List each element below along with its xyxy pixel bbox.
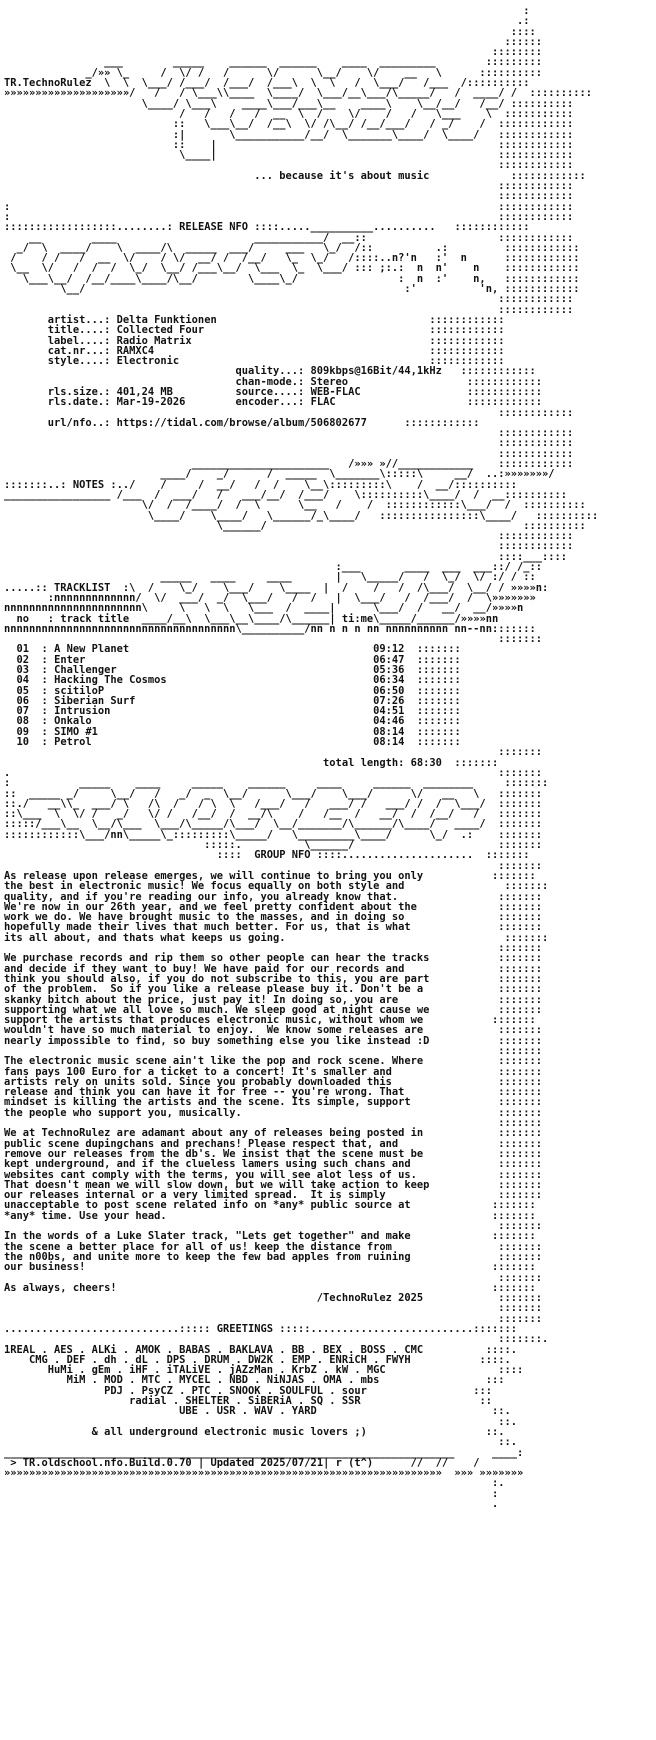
greetings-line-7: UBE . USR . WAV . YARD [179, 1405, 317, 1418]
track-time: 04:46 [373, 715, 405, 728]
track-title: Hacking The Cosmos [54, 674, 167, 687]
track-title: Petrol [54, 736, 92, 749]
group-p4-l9: *any* time. Use your head. [4, 1209, 167, 1222]
greetings-line-5: PDJ . PsyCZ . PTC . SNOOK . SOULFUL . sour [104, 1384, 367, 1397]
track-title: scitiloP [54, 684, 105, 697]
group-p3-l3: artists rely on units sold. Since you probably downloaded this [4, 1075, 392, 1088]
group-p1-l2: the best in electronic music! We focus equally on both style and [4, 880, 405, 893]
greetings-line-2: CMG . DEF . dh . dL . DPS . DRUM . DW2K . EMP . ENRiCH . FWYH [29, 1353, 411, 1366]
track-time: 07:26 [373, 694, 405, 707]
track-time: 04:51 [373, 705, 405, 718]
track-title: Siberian Surf [54, 694, 136, 707]
group-p1-l6: hopefully made their lives that much better. For us, that is what [4, 921, 411, 934]
rlssize-value: 401,24 MB [116, 385, 173, 398]
track-time: 06:34 [373, 674, 405, 687]
group-section-title: GROUP NFO [254, 849, 311, 862]
col-title-header: track title [60, 612, 130, 625]
group-p5-l3: the n00bs, and unite more to keep the few bad apples from ruining [4, 1250, 411, 1263]
group-p5-l1: In the words of a Luke Slater track, "Lets get together" and make [4, 1230, 411, 1243]
group-p2-l2: and decide if they want to buy! We have paid for our records and [4, 962, 405, 975]
group-p1-l1: As release upon release emerges, we will continue to bring you only [4, 869, 424, 882]
track-no: 08 [16, 715, 30, 728]
group-p2-l7: support the artists that produces electronic music, without whom we [4, 1014, 424, 1027]
track-title: SIMO #1 [54, 725, 98, 738]
group-p4-l7: our releases internal or a very limited spread. It is simply [4, 1189, 386, 1202]
col-no-header: no [16, 612, 30, 625]
quality-value: 809kbps@16Bit/44,1kHz [310, 365, 442, 378]
catnr-value: RAMXC4 [116, 344, 155, 357]
greetings-line-1: 1REAL . AES . ALKi . AMOK . BABAS . BAKLAVA . BB . BEX . BOSS . CMC [4, 1343, 424, 1356]
notes-section-title: NOTES [72, 478, 105, 491]
group-p1-l4: We're now in our 26th year, and we feel pretty confident about the [4, 900, 417, 913]
total-length: total length: 68:30 [323, 756, 442, 769]
track-no: 01 [16, 643, 30, 656]
track-time: 08:14 [373, 725, 405, 738]
tagline: ... because it's about music [254, 169, 430, 182]
group-p4-l8: unacceptable to post scene related info on *any* public source at [4, 1199, 411, 1212]
signoff-2: /TechnoRulez 2025 [316, 1292, 424, 1305]
group-p3-l4: release and think you can have it for free -- you're wrong. That [4, 1086, 405, 1099]
encoder-value: FLAC [310, 396, 336, 409]
group-p2-l8: wouldn't have so much material to enjoy. We know some releases are [4, 1024, 424, 1037]
group-p2-l4: of the problem. So if you like a release please buy it. Don't be a [4, 983, 424, 996]
title-value: Collected Four [116, 324, 205, 337]
track-no: 09 [16, 725, 30, 738]
track-title: Intrusion [54, 705, 111, 718]
group-p4-l3: remove our releases from the db's. We insist that the scene must be [4, 1147, 424, 1160]
group-p5-l4: our business! [4, 1261, 86, 1274]
group-p2-l9: nearly impossible to find, so buy something else you like instead :D [4, 1034, 430, 1047]
greetings-line-4: MiM . MOD . MTC . MYCEL . NBD . NiNJAS . OMA . mbs [66, 1374, 380, 1387]
group-p5-l2: the scene a better place for all of us! keep the distance from [4, 1240, 392, 1253]
track-time: 06:47 [373, 653, 405, 666]
group-p3-l5: mindset is killing the artists and the scene. Its simple, support [4, 1096, 411, 1109]
track-time: 06:50 [373, 684, 405, 697]
greetings-closing: & all underground electronic music lovers ;) [91, 1425, 367, 1438]
group-p4-l5: websites cant comply with the terms, you will see alot less of us. [4, 1168, 417, 1181]
signoff-1: As always, cheers! [4, 1281, 117, 1294]
group-p2-l1: We purchase records and rip them so other people can hear the tracks [4, 952, 430, 965]
group-p3-l6: the people who support you, musically. [4, 1106, 242, 1119]
track-time: 05:36 [373, 664, 405, 676]
group-p2-l3: think you should also, if you do not subscribe to this, you are part [4, 972, 430, 985]
track-title: Onkalo [54, 715, 92, 728]
track-title: Challenger [54, 664, 117, 676]
release-url: https://tidal.com/browse/album/506802677 [116, 416, 367, 429]
chanmode-value: Stereo [310, 375, 349, 388]
label-value: Radio Matrix [116, 334, 192, 347]
track-no: 04 [16, 674, 30, 687]
artist-value: Delta Funktionen [116, 313, 217, 326]
greetings-line-3: HuMi . gEm . iHF . iTALiVE . jAZzMan . KrbZ . kW . MGC [47, 1364, 386, 1377]
nfo-text: : .: :::: :::::: :::::::: ___ _____ ______ ______ ____ _________ ::::::::: _/»» \_ / \/ / / \/ \__/ \/ __ \ :::::::::: TR.TechnoRulez \ \ \___/ /___/ /___/ /___\ \ \ / \___/ /___ /:::::::::: »»»»»»»»»»»»»»»»»»»»/ / / \___\\____ \____/ \___/__\___/\_____/ / ____/ / :::::::::: \____/ \___\ ____\___/___\__ ____\ \__/__/ /__/ :::::::::: / / / / __ \ / \/ / / \___ \ ::::::::::: :: \___\__/ /__\ \/ /\__/ /__/___/ / _/ / :::::::::::: :| \___________/__/ \_______\____/ \____/ :::::::::::: :: | :::::::::::: \____| :::::::::::: :::::::::::: ... because it's about music :::::::::::: :::::::::::: :::::::::::: : :::::::::::: : :::::::::::: ::::::::::::::::::........: RELEASE NFO ::::.....__________.......... :::::::::::: __ ____ ___________/ __:: :::::::::::: _/ \ ____/ \ ____/\ _____ ___/ ___ \_/ /:: .: :::::::::::: / / / / __ \/ / \/ __/ / /__/ \_ \_/ /::::..n?'n :' n :::::::::::: \__ \/ / / / \_/ \__/ /___\__/ \___ \_ \___/ ::: ;:.: n n' n :::::::::::: \___\__/ /__/____\____/\__/ \____\_/ : n :' n, :::::::::::: \__/ :' 'n, :::::::::::: :::::::::::: :::::::::::: artist...: Delta Funktionen :::::::::::: title....: Collected Four :::::::::::: label....: Radio Matrix :::::::::::: cat.nr...: RAMXC4 :::::::::::: style....: Electronic :::::::::::: quality...: 809kbps@16Bit/44,1kHz :::::::::::: chan-mode.: Stereo :::::::::::: rls.size.: 401,24 MB source....: WEB-FLAC :::::::::::: rls.date.: Mar-19-2026 encoder...: FLAC :::::::::::: :::::::::::: url/nfo..: https://tidal.com/browse/album/506802677 :::::::::::: :::::::::::: :::::::::::: :::::::::::: ______________________ /»»» »//____________ :::::::::::: ____/ _/ / _____ \_______\:::::\ __/ ..:»»»»»»»/ :::::::..: NOTES :../ / / __/ / / \__\:::::::::\ / __/:::::::::: _________________ /___ / ___/ / ___/__/ /___/ \::::::::::\____/ / __:::::::::: \/ / /____/ / \ \__ / / ::::::::::::\___/ / :::::::::: \____/ \____/ \______/_\____/ ::::::::::::::::\____/ :::::::::: \______/ :::::::::: :::::::::::: :::::::::::: ::::___:::: :___ ____ ___ ___::/ /_:: _____ ____ ____ | \_____/ / \_/ \/ :/ / :: .....:: TRACKLIST :\ / \_/ \___/ \____ | / / / /\___/ \__/ / »»»»n: :nnnnnnnnnnnnn/ \/ ___/ _/ \___/ / / | \___/ / /___/ / \»»»»»»» nnnnnnnnnnnnnnnnnnnnnn\ \ \ \ \___ / ____| \___/ / __/ __/»»»»n no : track title ____/__\ \___\__\____/\______| ti:me\_____/______/»»»»nn nnnnnnnnnnnnnnnnnnnnnnnnnnnnnnnnnnnnn\__________/nn n n n nn nnnnnnnnnn nn--nn::::::: ::::::: 01 : A New Planet 09:12 ::::::: 02 : Enter 06:47 ::::::: 03 : Challenger 05:36 ::::::: 04 : Hacking The Cosmos 06:34 ::::::: 05 : scitiloP 06:50 ::::::: 06 : Siberian Surf 07:26 ::::::: 07 : Intrusion 04:51 ::::::: 08 : Onkalo 04:46 ::::::: 09 : SIMO #1 08:14 ::::::: 10 : Petrol 08:14 ::::::: ::::::: total length: 68:30 ::::::: . ::::::: : _____ ____ _____ ______ ____ ______ ________ ::::::: :: _____ _/ \__/ / _/ _ \__/ \___/ \___/ \/ __ \ ::::::: ::./ __\\_ ___/ \ /\ / / \ \ /___/ / ___/ / ___/ / / \___/ ::::::: ::\___ \ \/ / _/ \/ / /__/ / __/\ / /__ / __/ / /__/ / ::::::: :::::/___\__ \__/\___ \___/\_____/\___/ \__/_______/\______/\____/ ____/ ::::::: ::::::::::::\___/nn\_____\_:::::::::\_____/ \_________\____/ \_/ .: ::::::: :::::. \______/ ::::::: :::: GROUP NFO ::::..................... ::::::: ::::::: As release upon release emerges, we will continue to bring you only ::::::: the best in electronic music! We focus equally on both style and ::::::: quality, and if you're reading our info, you already know that. ::::::: We're now in our 26th year, and we feel pretty confident about the ::::::: work we do. We have brought music to the masses, and in doing so ::::::: hopefully made their lives that much better. For us, that is what ::::::: its all about, and thats what keeps us going. ::::::: ::::::: We purchase records and rip them so other people can hear the tracks ::::::: and decide if they want to buy! We have paid for our records and ::::::: think you should also, if you do not subscribe to this, you are part ::::::: of the problem. So if you like a release please buy it. Don't be a ::::::: skanky bitch about the price, just pay it! In doing so, you are ::::::: supporting what we all love so much. We sleep good at night cause we ::::::: support the artists that produces electronic music, without whom we ::::::: wouldn't have so much material to enjoy. We know some releases are ::::::: nearly impossible to find, so buy something else you like instead :D ::::::: ::::::: The electronic music scene ain't like the pop and rock scene. Where ::::::: fans pays 100 Euro for a ticket to a concert! It's smaller and ::::::: artists rely on units sold. Since you probably downloaded this ::::::: release and think you can have it for free -- you're wrong. That ::::::: mindset is killing the artists and the scene. Its simple, support ::::::: the people who support you, musically. ::::::: ::::::: We at TechnoRulez are adamant about any of releases being posted in ::::::: public scene dupingchans and prechans! Please respect that, and ::::::: remove our releases from the db's. We insist that the scene must be ::::::: kept underground, and if the clueless lamers using such chans and ::::::: websites cant comply with the terms, you will see alot less of us. ::::::: That doesn't mean we will slow down, but we will take action to keep ::::::: our releases internal or a very limited spread. It is simply ::::::: unacceptable to post scene related info on *any* public source at ::::::: *any* time. Use your head. ::::::: ::::::: In the words of a Luke Slater track, "Lets get together" and make ::::::: the scene a better place for all of us! keep the distance from ::::::: the n00bs, and unite more to keep the few bad apples from ruining ::::::: our business! ::::::: ::::::: As always, cheers! ::::::: /TechnoRulez 2025 ::::::: ::::::: ::::::: ............................::::: GREETINGS :::::..........................::::::: :::::::. 1REAL . AES . ALKi . AMOK . BABAS . BAKLAVA . BB . BEX . BOSS . CMC ::::. CMG . DEF . dh . dL . DPS . DRUM . DW2K . EMP . ENRiCH . FWYH ::::. HuMi . gEm . iHF . iTALiVE . jAZzMan . KrbZ . kW . MGC :::: MiM . MOD . MTC . MYCEL . NBD . NiNJAS . OMA . mbs ::: PDJ . PsyCZ . PTC . SNOOK . SOULFUL . sour ::: radial . SHELTER . SiBERiA . SQ . SSR :: UBE . USR . WAV . YARD ::. ::. & all underground electronic music lovers ;) ::. ::. ________________________________________________________________________ ____: > TR.oldschool.nfo.Build.0.70 | Updated 2025/07/21| r (t^) // // / »»»»»»»»»»»»»»»»»»»»»»»»»»»»»»»»»»»»»»»»»»»»»»»»»»»»»»»»»»»»»»»»»»»»»» »»» »»»»»»» :. : . [4, 5, 599, 1511]
greetings-section-title: GREETINGS [216, 1323, 274, 1335]
style-value: Electronic [116, 355, 180, 368]
group-p2-l5: skanky bitch about the price, just pay it! In doing so, you are [4, 993, 399, 1006]
track-time: 09:12 [373, 643, 405, 656]
group-p1-l3: quality, and if you're reading our info, you already know that. [4, 890, 399, 903]
track-title: A New Planet [54, 643, 130, 656]
footer-build: TR.oldschool.nfo.Build.0.70 [22, 1456, 192, 1469]
track-no: 02 [16, 653, 30, 666]
track-no: 03 [16, 664, 30, 676]
track-time: 08:14 [373, 736, 405, 749]
source-value: WEB-FLAC [310, 385, 361, 398]
track-no: 05 [16, 684, 30, 697]
track-no: 06 [16, 694, 30, 707]
group-p4-l1: We at TechnoRulez are adamant about any of releases being posted in [4, 1127, 424, 1140]
col-time-header: ti:me [341, 612, 374, 625]
track-title: Enter [54, 653, 86, 666]
track-no: 10 [16, 736, 30, 749]
group-p3-l1: The electronic music scene ain't like the pop and rock scene. Where [4, 1055, 424, 1068]
tracklist-section-title: TRACKLIST [54, 581, 111, 594]
group-p4-l6: That doesn't mean we will slow down, but we will take action to keep [4, 1178, 430, 1191]
group-tag: TR.TechnoRulez [4, 77, 92, 90]
group-p4-l2: public scene dupingchans and prechans! Please respect that, and [4, 1137, 399, 1150]
group-p1-l7: its all about, and thats what keeps us going. [4, 931, 286, 944]
rlsdate-value: Mar-19-2026 [116, 396, 186, 409]
group-p2-l6: supporting what we all love so much. We sleep good at night cause we [4, 1003, 430, 1016]
group-p1-l5: work we do. We have brought music to the masses, and in doing so [4, 911, 405, 924]
group-p3-l2: fans pays 100 Euro for a ticket to a concert! It's smaller and [4, 1065, 392, 1078]
track-no: 07 [16, 705, 30, 718]
group-p4-l4: kept underground, and if the clueless lamers using such chans and [4, 1158, 411, 1171]
footer-updated: Updated 2025/07/21 [210, 1456, 324, 1469]
footer-credit: r (t^) [335, 1456, 374, 1469]
release-section-title: RELEASE NFO [179, 221, 248, 234]
greetings-line-6: radial . SHELTER . SiBERiA . SQ . SSR [129, 1395, 361, 1408]
